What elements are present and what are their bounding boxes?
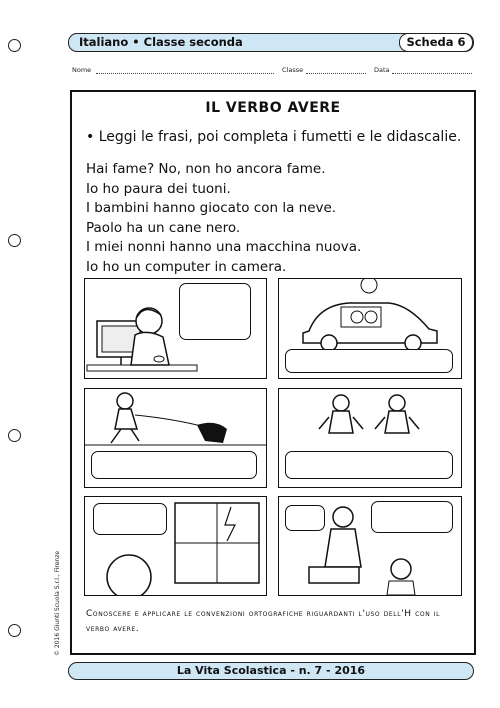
sentence: I bambini hanno giocato con la neve.	[86, 200, 337, 216]
binder-hole	[8, 624, 21, 637]
binder-hole	[8, 429, 21, 442]
panel-car	[278, 278, 462, 379]
header-bar	[68, 33, 474, 52]
speech-bubble[interactable]	[371, 501, 453, 533]
worksheet	[70, 90, 476, 655]
instruction: • Leggi le frasi, poi completa i fumetti e le didascalie.	[86, 129, 462, 145]
panel-dog	[84, 388, 267, 488]
panel-cooking	[278, 496, 462, 596]
name-label: Nome	[72, 66, 92, 74]
copyright-note: © 2016 Giunti Scuola S.r.l., Firenze	[54, 550, 61, 656]
speech-bubble[interactable]	[179, 283, 251, 340]
footer-bar: La Vita Scolastica - n. 7 - 2016	[68, 662, 474, 680]
speech-bubble[interactable]	[93, 503, 167, 535]
speech-bubble[interactable]	[285, 505, 325, 531]
sentence: Hai fame? No, non ho ancora fame.	[86, 161, 326, 177]
sentence: Io ho un computer in camera.	[86, 258, 287, 275]
learning-objective: Conoscere e applicare le convenzioni ortografiche riguardanti l'uso dell'H con il verbo avere.	[86, 609, 441, 634]
caption-box[interactable]	[91, 451, 257, 479]
sentence-list	[86, 160, 361, 277]
binder-hole	[8, 234, 21, 247]
panel-storm	[84, 496, 267, 596]
class-label: Classe	[282, 66, 304, 74]
binder-hole	[8, 39, 21, 52]
sentence: I miei nonni hanno una macchina nuova.	[86, 239, 362, 255]
page-title: IL VERBO AVERE	[205, 100, 341, 116]
date-label: Data	[374, 66, 390, 74]
caption-box[interactable]	[285, 451, 453, 479]
name-field[interactable]	[96, 73, 274, 74]
class-field[interactable]	[306, 73, 366, 74]
panel-computer	[84, 278, 267, 379]
sentence: Paolo ha un cane nero.	[86, 219, 241, 236]
sentence: Io ho paura dei tuoni.	[86, 180, 231, 197]
caption-box[interactable]	[285, 349, 453, 373]
panel-snow	[278, 388, 462, 488]
date-field[interactable]	[392, 73, 472, 74]
sheet-number: Scheda 6	[399, 33, 473, 52]
subject-label: Italiano • Classe seconda	[79, 35, 243, 49]
